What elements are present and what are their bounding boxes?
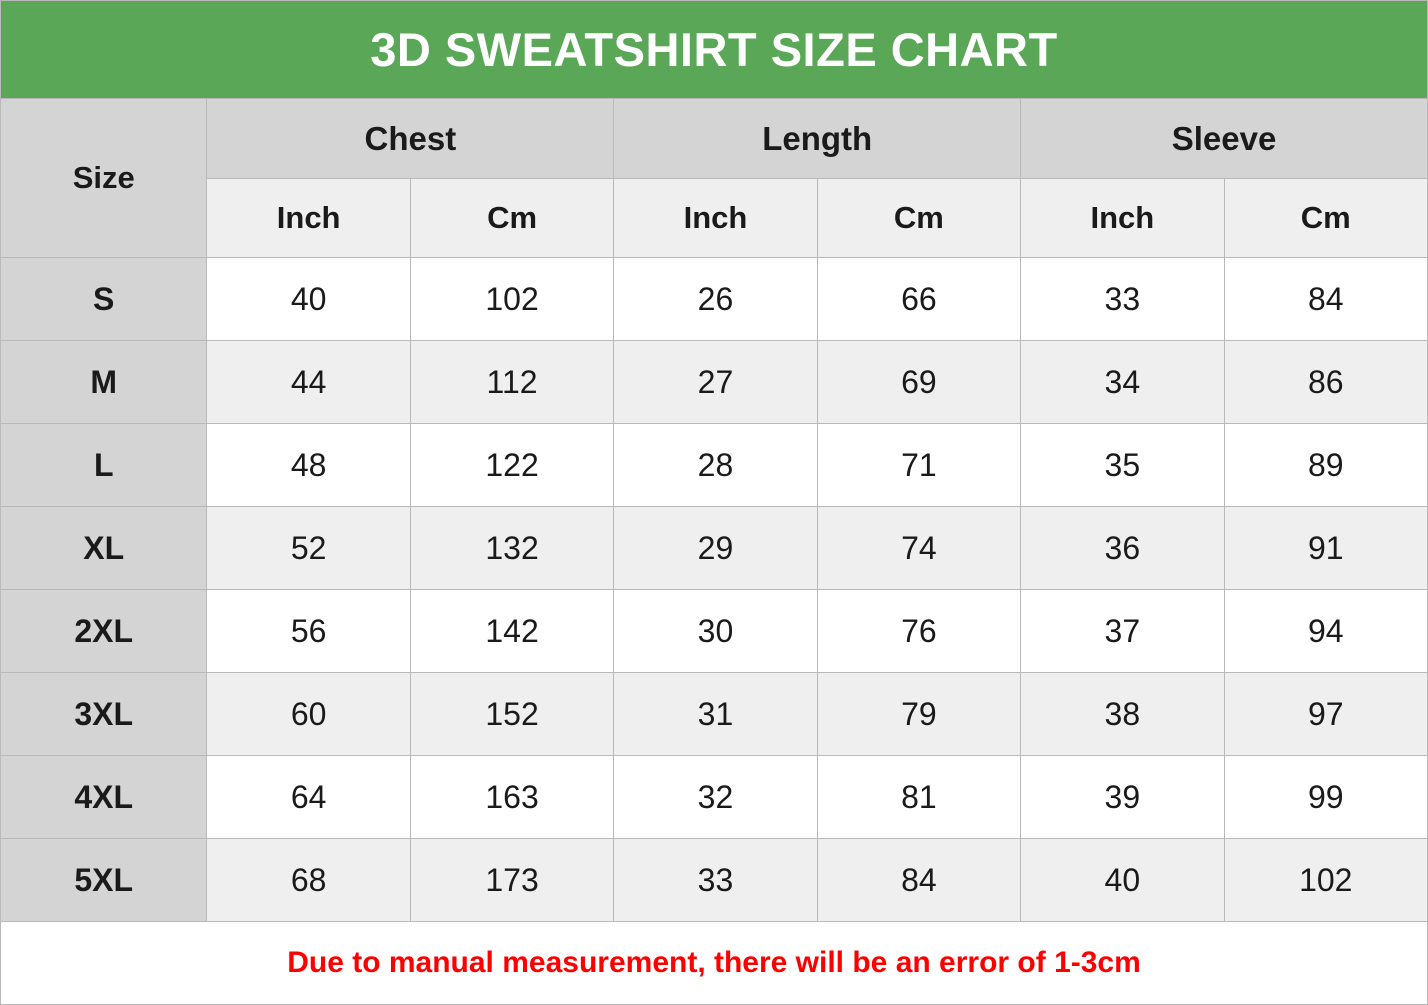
group-header-sleeve: Sleeve: [1021, 99, 1428, 179]
row-label-size: 5XL: [1, 839, 207, 922]
cell-sleeve-cm: 89: [1224, 424, 1427, 507]
cell-sleeve-inch: 34: [1021, 341, 1224, 424]
unit-header-length-inch: Inch: [614, 179, 817, 258]
cell-sleeve-cm: 91: [1224, 507, 1427, 590]
cell-sleeve-inch: 35: [1021, 424, 1224, 507]
note-row: [1, 922, 1428, 1005]
cell-length-inch: 32: [614, 756, 817, 839]
chart-title: 3D SWEATSHIRT SIZE CHART: [1, 1, 1428, 99]
cell-chest-cm: 112: [410, 341, 613, 424]
row-label-size: S: [1, 258, 207, 341]
cell-sleeve-inch: 37: [1021, 590, 1224, 673]
cell-sleeve-cm: 99: [1224, 756, 1427, 839]
cell-length-cm: 84: [817, 839, 1020, 922]
cell-sleeve-cm: 97: [1224, 673, 1427, 756]
group-header-row: [1, 99, 1428, 179]
row-label-size: M: [1, 341, 207, 424]
unit-header-length-cm: Cm: [817, 179, 1020, 258]
cell-length-cm: 76: [817, 590, 1020, 673]
cell-sleeve-inch: 40: [1021, 839, 1224, 922]
cell-length-cm: 69: [817, 341, 1020, 424]
table-row: [1, 258, 1428, 341]
cell-length-inch: 31: [614, 673, 817, 756]
table-row: [1, 756, 1428, 839]
cell-length-cm: 66: [817, 258, 1020, 341]
cell-length-inch: 27: [614, 341, 817, 424]
row-label-size: 3XL: [1, 673, 207, 756]
cell-sleeve-cm: 86: [1224, 341, 1427, 424]
cell-chest-inch: 60: [207, 673, 410, 756]
cell-length-cm: 81: [817, 756, 1020, 839]
cell-chest-cm: 102: [410, 258, 613, 341]
cell-chest-inch: 48: [207, 424, 410, 507]
cell-chest-cm: 163: [410, 756, 613, 839]
cell-sleeve-inch: 36: [1021, 507, 1224, 590]
row-label-size: L: [1, 424, 207, 507]
table-row: [1, 507, 1428, 590]
cell-chest-cm: 173: [410, 839, 613, 922]
cell-sleeve-cm: 94: [1224, 590, 1427, 673]
group-header-chest: Chest: [207, 99, 614, 179]
group-header-length: Length: [614, 99, 1021, 179]
cell-chest-inch: 64: [207, 756, 410, 839]
table-row: [1, 341, 1428, 424]
row-label-size: 4XL: [1, 756, 207, 839]
cell-chest-inch: 68: [207, 839, 410, 922]
cell-sleeve-cm: 102: [1224, 839, 1427, 922]
cell-sleeve-inch: 39: [1021, 756, 1224, 839]
cell-chest-inch: 56: [207, 590, 410, 673]
title-row: [1, 1, 1428, 99]
cell-length-inch: 26: [614, 258, 817, 341]
unit-header-chest-cm: Cm: [410, 179, 613, 258]
cell-chest-cm: 142: [410, 590, 613, 673]
cell-chest-inch: 40: [207, 258, 410, 341]
cell-length-inch: 28: [614, 424, 817, 507]
table-row: [1, 424, 1428, 507]
table-row: [1, 673, 1428, 756]
cell-length-cm: 79: [817, 673, 1020, 756]
cell-sleeve-cm: 84: [1224, 258, 1427, 341]
table-row: [1, 839, 1428, 922]
table-row: [1, 590, 1428, 673]
row-label-size: 2XL: [1, 590, 207, 673]
row-label-size: XL: [1, 507, 207, 590]
cell-length-inch: 33: [614, 839, 817, 922]
cell-sleeve-inch: 33: [1021, 258, 1224, 341]
cell-sleeve-inch: 38: [1021, 673, 1224, 756]
cell-chest-inch: 52: [207, 507, 410, 590]
unit-header-sleeve-inch: Inch: [1021, 179, 1224, 258]
cell-chest-cm: 132: [410, 507, 613, 590]
unit-header-sleeve-cm: Cm: [1224, 179, 1427, 258]
measurement-note: Due to manual measurement, there will be an error of 1-3cm: [1, 922, 1428, 1005]
cell-length-inch: 29: [614, 507, 817, 590]
cell-length-cm: 74: [817, 507, 1020, 590]
cell-chest-cm: 122: [410, 424, 613, 507]
unit-header-chest-inch: Inch: [207, 179, 410, 258]
cell-length-inch: 30: [614, 590, 817, 673]
cell-chest-cm: 152: [410, 673, 613, 756]
cell-chest-inch: 44: [207, 341, 410, 424]
column-header-size: Size: [1, 99, 207, 258]
cell-length-cm: 71: [817, 424, 1020, 507]
unit-header-row: [1, 179, 1428, 258]
